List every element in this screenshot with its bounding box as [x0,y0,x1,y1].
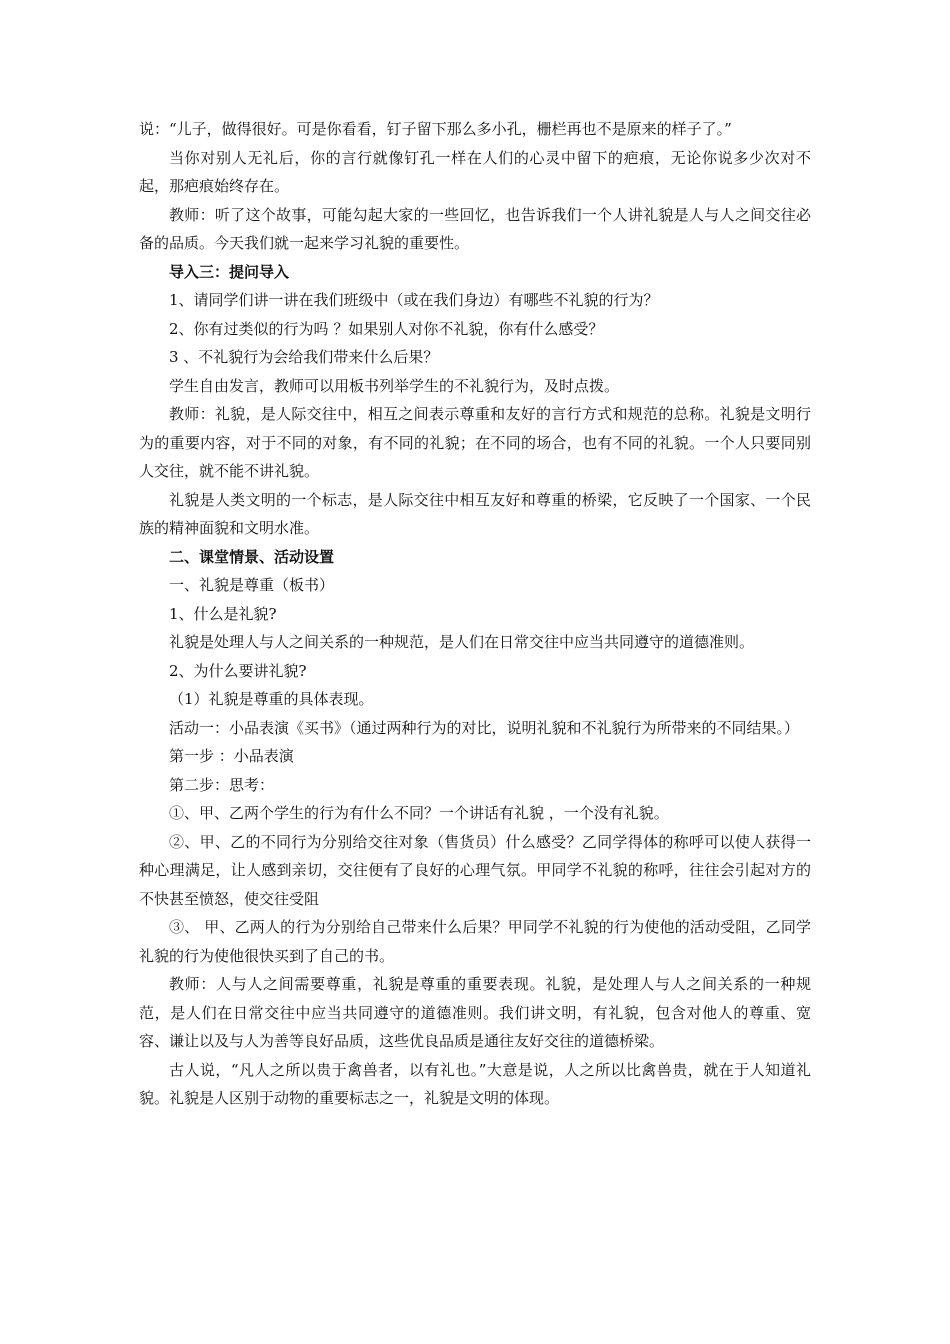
paragraph: （1）礼貌是尊重的具体表现。 [169,690,374,708]
paragraph: 一、礼貌是尊重（板书） [169,576,335,594]
paragraph: 第二步：思考： [169,775,275,794]
paragraph: 礼貌是人类文明的一个标志，是人际交往中相互友好和尊重的桥梁，它反映了一个国家、一个民族的精神面貌和文明水准。 [139,490,811,537]
paragraph: 2、你有过类似的行为吗 ？如果别人对你不礼貌，你有什么感受？ [169,319,604,338]
paragraph: 活动一：小品表演《买书》（通过两种行为的对比，说明礼貌和不礼貌行为所带来的不同结果。） [169,718,800,737]
paragraph: ③、 甲、乙两人的行为分别给自己带来什么后果？甲同学不礼貌的行为使他的活动受阻，乙同学礼貌的行为使他很快买到了自己的书。 [139,918,811,965]
paragraph: 第一步 ：小品表演 [169,747,294,765]
paragraph: 古人说，“凡人之所以贵于禽兽者，以有礼也。”大意是说，人之所以比禽兽贵，就在于人知道礼貌。礼貌是人区别于动物的重要标志之一，礼貌是文明的体现。 [139,1060,811,1107]
section-heading: 导入三：提问导入 [169,262,290,281]
paragraph: ②、甲、乙的不同行为分别给交往对象（售货员）什么感受？乙同学得体的称呼可以使人获得一种心理满足，让人感到亲切，交往便有了良好的心理气氛。甲同学不礼貌的称呼，往往会引起对方的不快甚至愤怒，使交往受阻 [139,832,811,908]
paragraph: 教师：听了这个故事，可能勾起大家的一些回忆，也告诉我们一个人讲礼貌是人与人之间交往必备的品质。今天我们就一起来学习礼貌的重要性。 [139,205,811,252]
document-body [139,115,811,1113]
paragraph: 2、为什么要讲礼貌? [169,661,307,680]
paragraph: 1、什么是礼貌? [169,604,277,623]
paragraph: 3 、不礼貌行为会给我们带来什么后果？ [169,348,439,366]
paragraph: 学生自由发言，教师可以用板书列举学生的不礼貌行为，及时点拨。 [169,376,620,395]
paragraph: 礼貌是处理人与人之间关系的一种规范，是人们在日常交往中应当共同遵守的道德准则。 [169,633,755,651]
paragraph: 1、请同学们讲一讲在我们班级中（或在我们身边）有哪些不礼貌的行为？ [169,291,659,309]
paragraph: ①、甲、乙两个学生的行为有什么不同？一个讲话有礼貌 ，一个没有礼貌。 [169,804,669,822]
paragraph: 当你对别人无礼后，你的言行就像钉孔一样在人们的心灵中留下的疤痕，无论你说多少次对不起，那疤痕始终存在。 [139,148,811,195]
paragraph: 教师：人与人之间需要尊重，礼貌是尊重的重要表现。礼貌，是处理人与人之间关系的一种规范，是人们在日常交往中应当共同遵守的道德准则。我们讲文明，有礼貌，包含对他人的尊重、宽容、谦让以及与人为善等良好品质，这些优良品质是通往友好交往的道德桥梁。 [139,975,811,1050]
paragraph: 说：“儿子，做得很好。可是你看看，钉子留下那么多小孔，栅栏再也不是原来的样子了。” [139,120,732,138]
section-heading: 二、课堂情景、活动设置 [169,547,335,566]
paragraph: 教师：礼貌，是人际交往中，相互之间表示尊重和友好的言行方式和规范的总称。礼貌是文明行为的重要内容，对于不同的对象，有不同的礼貌；在不同的场合，也有不同的礼貌。一个人只要同别人交往，就不能不讲礼貌。 [139,405,811,480]
